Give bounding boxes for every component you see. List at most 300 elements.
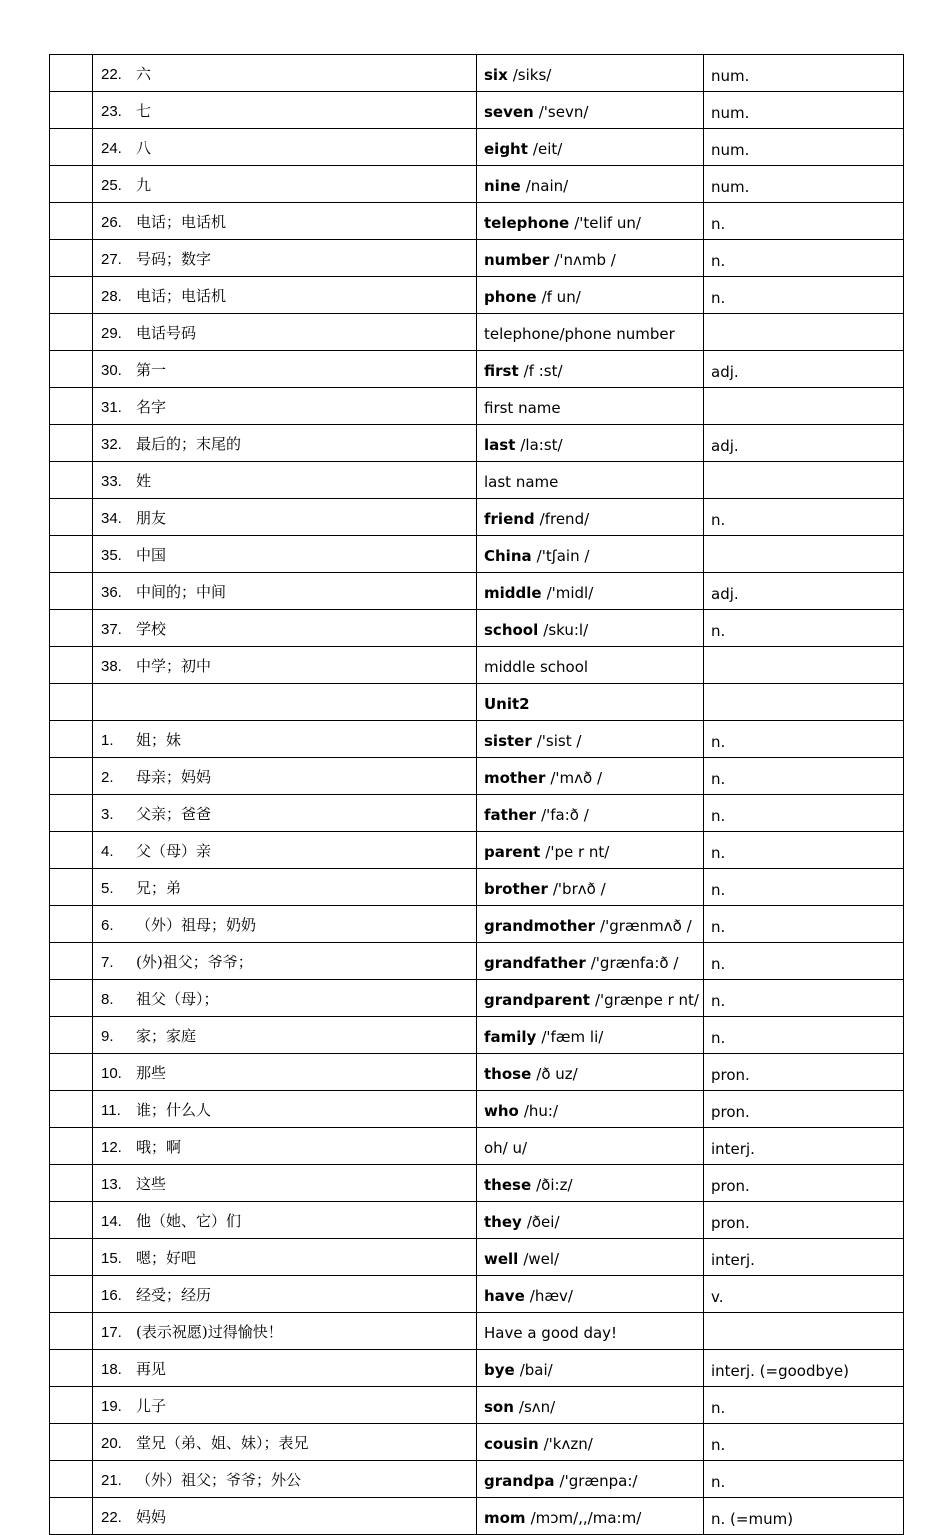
- english-phrase: Have a good day!: [484, 1324, 618, 1342]
- part-of-speech-cell: [704, 1424, 904, 1461]
- table-row: [50, 351, 904, 388]
- part-of-speech-cell: [704, 277, 904, 314]
- english-word-cell: [477, 795, 704, 832]
- english-word-cell: [477, 166, 704, 203]
- english-word: China: [484, 547, 532, 565]
- chinese-meaning-cell: [93, 1461, 477, 1498]
- vocabulary-table-body: [50, 55, 904, 1535]
- blank-cell: [50, 1017, 93, 1054]
- blank-cell: [50, 647, 93, 684]
- english-word-cell: [477, 388, 704, 425]
- chinese-meaning: 祖父（母）；: [136, 989, 219, 1008]
- chinese-meaning-cell: [93, 980, 477, 1017]
- blank-cell: [50, 129, 93, 166]
- blank-cell: [50, 425, 93, 462]
- part-of-speech-cell: [704, 166, 904, 203]
- chinese-meaning: 八: [136, 138, 152, 157]
- phonetic-transcription: /'grænmʌð /: [600, 917, 692, 935]
- phonetic-transcription: /'mʌð /: [550, 769, 603, 787]
- table-row: [50, 610, 904, 647]
- part-of-speech-cell: [704, 499, 904, 536]
- phonetic-transcription: /'grænpe r nt/: [594, 991, 699, 1009]
- table-row: [50, 980, 904, 1017]
- english-word-cell: [477, 1128, 704, 1165]
- english-word-cell: [477, 980, 704, 1017]
- english-word-cell: [477, 1017, 704, 1054]
- english-word-cell: [477, 240, 704, 277]
- item-number: 38.: [101, 657, 122, 675]
- english-word: mother: [484, 769, 546, 787]
- blank-cell: [50, 277, 93, 314]
- part-of-speech-cell: [704, 1128, 904, 1165]
- part-of-speech: n.: [711, 1473, 726, 1491]
- item-number: 20.: [101, 1434, 122, 1452]
- phonetic-transcription: /'brʌð /: [552, 880, 606, 898]
- blank-cell: [50, 832, 93, 869]
- item-number: 36.: [101, 583, 122, 601]
- chinese-meaning: 姐；妹: [136, 730, 182, 749]
- phonetic-transcription: /hu:/: [523, 1102, 559, 1120]
- chinese-meaning-cell: [93, 758, 477, 795]
- table-row: [50, 1461, 904, 1498]
- vocabulary-table: [49, 54, 904, 1535]
- item-number: 22.: [101, 1508, 122, 1526]
- table-row: [50, 166, 904, 203]
- chinese-meaning-cell: [93, 869, 477, 906]
- phonetic-transcription: /'fæm li/: [541, 1028, 604, 1046]
- part-of-speech-cell: [704, 647, 904, 684]
- part-of-speech-cell: [704, 536, 904, 573]
- english-word-cell: [477, 1498, 704, 1535]
- chinese-meaning-cell: [93, 1387, 477, 1424]
- blank-cell: [50, 1461, 93, 1498]
- part-of-speech-cell: [704, 869, 904, 906]
- english-word-cell: [477, 1202, 704, 1239]
- english-word-cell: [477, 1424, 704, 1461]
- english-word: sister: [484, 732, 532, 750]
- part-of-speech: n.: [711, 770, 726, 788]
- part-of-speech: interj.: [711, 1251, 755, 1269]
- phonetic-transcription: /f :st/: [523, 362, 563, 380]
- chinese-meaning: 学校: [136, 619, 167, 638]
- chinese-meaning: 中学；初中: [136, 656, 212, 675]
- chinese-meaning: (外)祖父；爷爷；: [136, 952, 253, 971]
- phonetic-transcription: /ðei/: [526, 1213, 560, 1231]
- english-word-cell: [477, 462, 704, 499]
- part-of-speech-cell: [704, 1276, 904, 1313]
- blank-cell: [50, 1202, 93, 1239]
- english-word-cell: [477, 684, 704, 721]
- part-of-speech: interj. (=goodbye): [711, 1362, 849, 1380]
- part-of-speech: num.: [711, 67, 750, 85]
- item-number: 16.: [101, 1286, 122, 1304]
- part-of-speech: n.: [711, 1029, 726, 1047]
- english-word: phone: [484, 288, 537, 306]
- english-word: son: [484, 1398, 514, 1416]
- part-of-speech: n.: [711, 622, 726, 640]
- english-phrase: last name: [484, 473, 559, 491]
- english-word: parent: [484, 843, 541, 861]
- blank-cell: [50, 721, 93, 758]
- part-of-speech-cell: [704, 388, 904, 425]
- item-number: 29.: [101, 324, 122, 342]
- chinese-meaning: 妈妈: [136, 1507, 167, 1526]
- english-word-cell: [477, 277, 704, 314]
- table-row: [50, 721, 904, 758]
- english-word-cell: [477, 203, 704, 240]
- table-row: [50, 832, 904, 869]
- chinese-meaning-cell: [93, 1424, 477, 1461]
- item-number: 26.: [101, 213, 122, 231]
- phonetic-transcription: /sʌn/: [518, 1398, 556, 1416]
- chinese-meaning-cell: [93, 684, 477, 721]
- chinese-meaning-cell: [93, 1054, 477, 1091]
- phonetic-transcription: /'fa:ð /: [541, 806, 589, 824]
- english-word-cell: [477, 1054, 704, 1091]
- table-row: [50, 1239, 904, 1276]
- table-row: [50, 1424, 904, 1461]
- chinese-meaning: 电话；电话机: [136, 286, 227, 305]
- phonetic-transcription: /'telif un/: [574, 214, 641, 232]
- english-word: who: [484, 1102, 519, 1120]
- item-number: 32.: [101, 435, 122, 453]
- item-number: 1.: [101, 731, 114, 749]
- item-number: 28.: [101, 287, 122, 305]
- english-phrase: first name: [484, 399, 561, 417]
- blank-cell: [50, 1091, 93, 1128]
- table-row: [50, 388, 904, 425]
- english-word-cell: [477, 869, 704, 906]
- blank-cell: [50, 92, 93, 129]
- part-of-speech-cell: [704, 351, 904, 388]
- blank-cell: [50, 55, 93, 92]
- blank-cell: [50, 240, 93, 277]
- blank-cell: [50, 610, 93, 647]
- chinese-meaning-cell: [93, 388, 477, 425]
- table-row: [50, 1165, 904, 1202]
- english-word-cell: [477, 92, 704, 129]
- blank-cell: [50, 869, 93, 906]
- english-word-cell: [477, 832, 704, 869]
- phonetic-transcription: /'pe r nt/: [545, 843, 610, 861]
- english-word: bye: [484, 1361, 515, 1379]
- table-row: [50, 536, 904, 573]
- chinese-meaning: 电话号码: [136, 323, 197, 342]
- item-number: 25.: [101, 176, 122, 194]
- blank-cell: [50, 1165, 93, 1202]
- item-number: 33.: [101, 472, 122, 490]
- chinese-meaning-cell: [93, 1091, 477, 1128]
- part-of-speech-cell: [704, 684, 904, 721]
- phonetic-transcription: /'grænfa:ð /: [590, 954, 679, 972]
- phonetic-transcription: /la:st/: [520, 436, 563, 454]
- phonetic-transcription: /sku:l/: [543, 621, 589, 639]
- english-phrase: middle school: [484, 658, 589, 676]
- english-word: grandpa: [484, 1472, 555, 1490]
- blank-cell: [50, 758, 93, 795]
- phonetic-transcription: /ð uz/: [536, 1065, 578, 1083]
- chinese-meaning-cell: [93, 1128, 477, 1165]
- chinese-meaning: 朋友: [136, 508, 167, 527]
- part-of-speech-cell: [704, 832, 904, 869]
- chinese-meaning: 他（她、它）们: [136, 1211, 242, 1230]
- english-word: grandmother: [484, 917, 596, 935]
- table-row: [50, 92, 904, 129]
- part-of-speech-cell: [704, 55, 904, 92]
- blank-cell: [50, 1276, 93, 1313]
- chinese-meaning-cell: [93, 1017, 477, 1054]
- english-word: family: [484, 1028, 537, 1046]
- english-word-cell: [477, 1165, 704, 1202]
- blank-cell: [50, 462, 93, 499]
- chinese-meaning-cell: [93, 1239, 477, 1276]
- phonetic-transcription: /'midl/: [546, 584, 594, 602]
- item-number: 30.: [101, 361, 122, 379]
- part-of-speech-cell: [704, 610, 904, 647]
- item-number: 7.: [101, 953, 114, 971]
- blank-cell: [50, 1128, 93, 1165]
- chinese-meaning-cell: [93, 573, 477, 610]
- chinese-meaning-cell: [93, 721, 477, 758]
- english-word-cell: [477, 758, 704, 795]
- chinese-meaning-cell: [93, 240, 477, 277]
- blank-cell: [50, 203, 93, 240]
- english-word: first: [484, 362, 519, 380]
- table-row: [50, 906, 904, 943]
- part-of-speech: n.: [711, 733, 726, 751]
- table-row: [50, 573, 904, 610]
- part-of-speech-cell: [704, 1387, 904, 1424]
- phonetic-transcription: /wel/: [523, 1250, 560, 1268]
- part-of-speech-cell: [704, 943, 904, 980]
- table-row: [50, 869, 904, 906]
- chinese-meaning: 最后的；末尾的: [136, 434, 242, 453]
- chinese-meaning: 兄；弟: [136, 878, 182, 897]
- part-of-speech-cell: [704, 1350, 904, 1387]
- part-of-speech-cell: [704, 129, 904, 166]
- part-of-speech: n.: [711, 1399, 726, 1417]
- phonetic-transcription: /frend/: [539, 510, 590, 528]
- part-of-speech-cell: [704, 1461, 904, 1498]
- part-of-speech-cell: [704, 1202, 904, 1239]
- blank-cell: [50, 1498, 93, 1535]
- part-of-speech: interj.: [711, 1140, 755, 1158]
- english-word-cell: [477, 721, 704, 758]
- english-word: these: [484, 1176, 532, 1194]
- phonetic-transcription: /siks/: [512, 66, 552, 84]
- phonetic-transcription: /hæv/: [529, 1287, 573, 1305]
- english-word: friend: [484, 510, 535, 528]
- table-row: [50, 1202, 904, 1239]
- english-word: last: [484, 436, 516, 454]
- part-of-speech: num.: [711, 104, 750, 122]
- chinese-meaning: (表示祝愿)过得愉快！: [136, 1322, 283, 1341]
- phonetic-transcription: /bai/: [519, 1361, 553, 1379]
- chinese-meaning: 姓: [136, 471, 152, 490]
- part-of-speech: adj.: [711, 437, 739, 455]
- english-word: seven: [484, 103, 534, 121]
- blank-cell: [50, 1239, 93, 1276]
- blank-cell: [50, 499, 93, 536]
- item-number: 27.: [101, 250, 122, 268]
- blank-cell: [50, 536, 93, 573]
- item-number: 37.: [101, 620, 122, 638]
- chinese-meaning: 谁；什么人: [136, 1100, 212, 1119]
- item-number: 12.: [101, 1138, 122, 1156]
- blank-cell: [50, 684, 93, 721]
- blank-cell: [50, 980, 93, 1017]
- english-word: cousin: [484, 1435, 539, 1453]
- table-row: [50, 203, 904, 240]
- part-of-speech: n. (=mum): [711, 1510, 794, 1528]
- part-of-speech: n.: [711, 992, 726, 1010]
- chinese-meaning-cell: [93, 203, 477, 240]
- chinese-meaning: 再见: [136, 1359, 167, 1378]
- english-word: grandparent: [484, 991, 590, 1009]
- part-of-speech: v.: [711, 1288, 724, 1306]
- phonetic-transcription: /f un/: [541, 288, 581, 306]
- part-of-speech: n.: [711, 511, 726, 529]
- part-of-speech: pron.: [711, 1177, 750, 1195]
- english-word-cell: [477, 1239, 704, 1276]
- chinese-meaning: 哦；啊: [136, 1137, 182, 1156]
- chinese-meaning-cell: [93, 795, 477, 832]
- chinese-meaning: 九: [136, 175, 152, 194]
- part-of-speech: pron.: [711, 1214, 750, 1232]
- chinese-meaning: 七: [136, 101, 152, 120]
- blank-cell: [50, 1424, 93, 1461]
- item-number: 11.: [101, 1101, 121, 1119]
- item-number: 21.: [101, 1471, 122, 1489]
- english-word-cell: [477, 314, 704, 351]
- table-row: [50, 462, 904, 499]
- chinese-meaning-cell: [93, 943, 477, 980]
- table-row: [50, 425, 904, 462]
- english-word: nine: [484, 177, 521, 195]
- chinese-meaning: 母亲；妈妈: [136, 767, 212, 786]
- table-row: [50, 684, 904, 721]
- english-word: middle: [484, 584, 542, 602]
- chinese-meaning-cell: [93, 647, 477, 684]
- phonetic-transcription: /'sevn/: [538, 103, 589, 121]
- english-word: school: [484, 621, 539, 639]
- item-number: 8.: [101, 990, 114, 1008]
- english-word: six: [484, 66, 508, 84]
- part-of-speech: adj.: [711, 363, 739, 381]
- table-row: [50, 499, 904, 536]
- part-of-speech: n.: [711, 289, 726, 307]
- phonetic-transcription: /'grænpa:/: [559, 1472, 638, 1490]
- table-row: [50, 277, 904, 314]
- part-of-speech: n.: [711, 881, 726, 899]
- english-word: telephone: [484, 214, 570, 232]
- table-row: [50, 943, 904, 980]
- chinese-meaning: 中国: [136, 545, 167, 564]
- chinese-meaning-cell: [93, 906, 477, 943]
- chinese-meaning: 六: [136, 64, 152, 83]
- item-number: 2.: [101, 768, 114, 786]
- part-of-speech-cell: [704, 573, 904, 610]
- phonetic-transcription: /'kʌzn/: [543, 1435, 593, 1453]
- phonetic-transcription: /nain/: [525, 177, 569, 195]
- table-row: [50, 1054, 904, 1091]
- item-number: 6.: [101, 916, 114, 934]
- blank-cell: [50, 166, 93, 203]
- chinese-meaning: 家；家庭: [136, 1026, 197, 1045]
- blank-cell: [50, 388, 93, 425]
- part-of-speech-cell: [704, 1498, 904, 1535]
- item-number: 17.: [101, 1323, 122, 1341]
- english-word: grandfather: [484, 954, 586, 972]
- chinese-meaning-cell: [93, 1350, 477, 1387]
- phonetic-transcription: /'nʌmb /: [554, 251, 616, 269]
- blank-cell: [50, 1350, 93, 1387]
- english-word-cell: [477, 610, 704, 647]
- english-word-cell: [477, 55, 704, 92]
- part-of-speech: n.: [711, 955, 726, 973]
- english-word: Unit2: [484, 695, 530, 713]
- part-of-speech-cell: [704, 462, 904, 499]
- english-word-cell: [477, 1350, 704, 1387]
- english-word-cell: [477, 499, 704, 536]
- chinese-meaning-cell: [93, 462, 477, 499]
- blank-cell: [50, 906, 93, 943]
- english-word: mom: [484, 1509, 526, 1527]
- english-word-cell: [477, 351, 704, 388]
- part-of-speech-cell: [704, 1017, 904, 1054]
- table-row: [50, 1276, 904, 1313]
- phonetic-transcription: /mɔm/,,/ma:m/: [530, 1509, 642, 1527]
- chinese-meaning-cell: [93, 55, 477, 92]
- chinese-meaning: （外）祖父；爷爷；外公: [136, 1470, 302, 1489]
- phonetic-transcription: /ði:z/: [536, 1176, 573, 1194]
- blank-cell: [50, 795, 93, 832]
- item-number: 34.: [101, 509, 122, 527]
- table-row: [50, 314, 904, 351]
- english-word-cell: [477, 1091, 704, 1128]
- blank-cell: [50, 351, 93, 388]
- chinese-meaning: 这些: [136, 1174, 167, 1193]
- chinese-meaning-cell: [93, 351, 477, 388]
- chinese-meaning: 第一: [136, 360, 167, 379]
- blank-cell: [50, 314, 93, 351]
- part-of-speech-cell: [704, 1165, 904, 1202]
- chinese-meaning: 经受；经历: [136, 1285, 212, 1304]
- chinese-meaning-cell: [93, 610, 477, 647]
- table-row: [50, 1387, 904, 1424]
- chinese-meaning-cell: [93, 129, 477, 166]
- item-number: 19.: [101, 1397, 122, 1415]
- item-number: 23.: [101, 102, 122, 120]
- item-number: 9.: [101, 1027, 114, 1045]
- item-number: 10.: [101, 1064, 122, 1082]
- part-of-speech-cell: [704, 203, 904, 240]
- part-of-speech: n.: [711, 918, 726, 936]
- part-of-speech: n.: [711, 807, 726, 825]
- blank-cell: [50, 573, 93, 610]
- blank-cell: [50, 1054, 93, 1091]
- chinese-meaning-cell: [93, 92, 477, 129]
- part-of-speech-cell: [704, 92, 904, 129]
- english-phrase: telephone/phone number: [484, 325, 675, 343]
- part-of-speech-cell: [704, 314, 904, 351]
- english-word-cell: [477, 536, 704, 573]
- chinese-meaning: 电话；电话机: [136, 212, 227, 231]
- chinese-meaning: 号码；数字: [136, 249, 212, 268]
- chinese-meaning-cell: [93, 536, 477, 573]
- item-number: 15.: [101, 1249, 122, 1267]
- english-word: they: [484, 1213, 522, 1231]
